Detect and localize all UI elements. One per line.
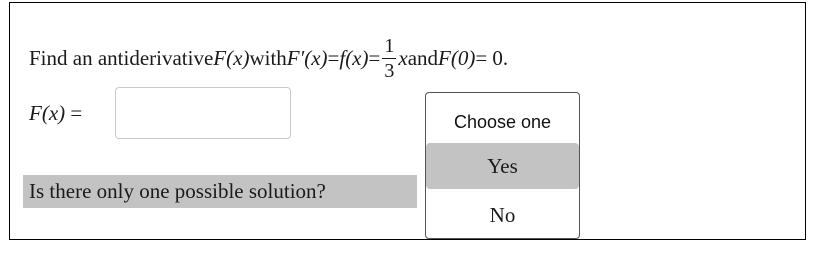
antiderivative-input[interactable] [115, 87, 291, 139]
problem-F-of-x: F(x) [213, 46, 250, 70]
problem-card [9, 2, 806, 240]
answer-label-eq: = [65, 101, 83, 125]
problem-with: with [249, 46, 287, 70]
problem-eq1: = [327, 46, 340, 70]
uniqueness-question: Is there only one possible solution? [23, 175, 417, 208]
fraction-denominator: 3 [384, 60, 395, 82]
problem-x: x [398, 46, 408, 70]
fraction-numerator: 1 [384, 35, 395, 57]
answer-label-fx: F(x) [29, 101, 66, 125]
problem-tail: = 0. [475, 46, 509, 70]
choice-dropdown[interactable] [425, 92, 580, 239]
problem-f-of-x: f(x) [339, 46, 369, 70]
dropdown-option-no[interactable]: No [489, 203, 516, 227]
problem-eq2: = [368, 46, 381, 70]
fraction [382, 36, 396, 81]
dropdown-option-yes[interactable]: Yes [426, 143, 579, 189]
problem-F-zero: F(0) [438, 46, 476, 70]
answer-label [29, 101, 82, 126]
dropdown-header: Choose one [453, 112, 552, 132]
problem-statement [29, 36, 508, 81]
problem-F-prime: F′(x) [286, 46, 328, 70]
problem-prefix: Find an antiderivative [29, 46, 214, 70]
problem-and: and [407, 46, 439, 70]
